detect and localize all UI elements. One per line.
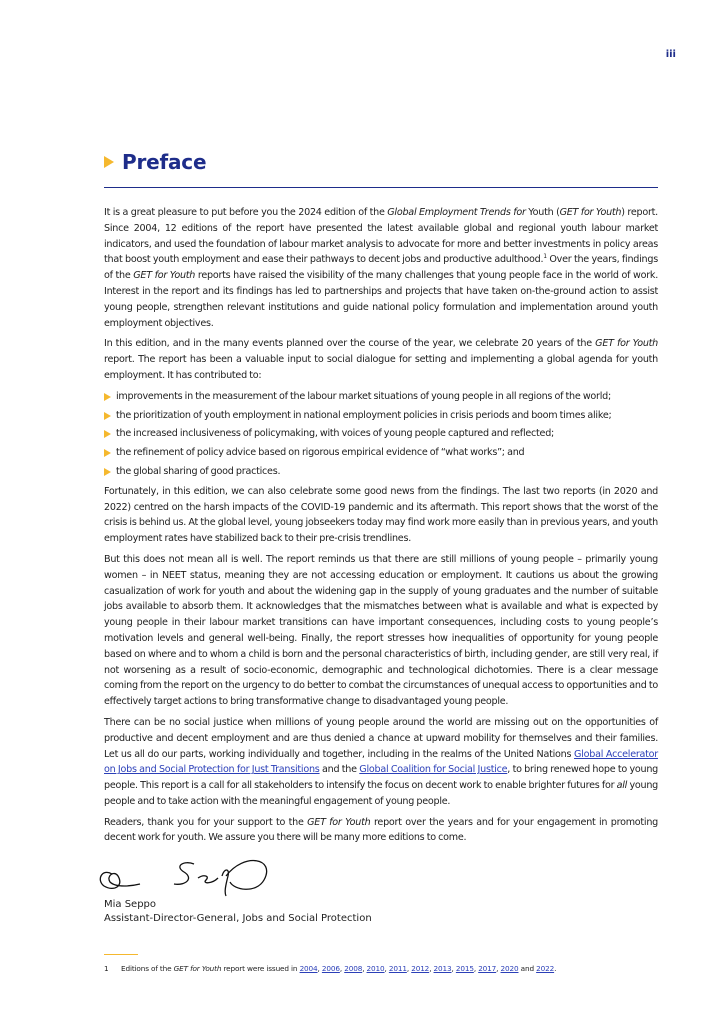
list-item: the global sharing of good practices. — [104, 464, 658, 480]
edition-link-2008[interactable]: 2008 — [344, 964, 363, 973]
footnote: 1 Editions of the GET for Youth report were issued in 2004, 2006, 2008, 2010, 2011, 2012, 2013, 2015, 2017, 2020 and 2022. — [104, 964, 557, 973]
paragraph-5: There can be no social justice when millions of young people around the world are missing out on the opportunities of productive and decent employment and are thus denied a chance at upward mobility for themselves and their families. Let us all do our parts, working individually and together, including in the realms of the United Nations Global Accelerator on Jobs and Social Protection for Just Transitions and the Global Coalition for Social Justice, to bring renewed hope to young people. This report is a call for all stakeholders to intensify the focus on decent work to enable brighter futures for all young people and to take action with the meaningful engagement of young people. — [104, 716, 658, 807]
paragraph-3: Fortunately, in this edition, we can also celebrate some good news from the findings. The last two reports (in 2020 and 2022) centred on the harsh impacts of the COVID-19 pandemic and its aftermath. This report shows that the worst of the crisis is behind us. At the global level, young jobseekers today may find work more easily than in previous years, and youth employment rates have stabilized back to their pre-crisis trendlines. — [104, 485, 658, 545]
edition-link-2011[interactable]: 2011 — [388, 964, 407, 973]
page-number: iii — [665, 49, 676, 60]
contributions-list — [104, 389, 658, 480]
edition-link-2010[interactable]: 2010 — [366, 964, 385, 973]
footnote-divider — [104, 954, 138, 955]
paragraph-4: But this does not mean all is well. The report reminds us that there are still millions of young people – primarily young women – in NEET status, meaning they are not accessing education or employment. It cautions us about the growing casualization of work for youth and about the widening gap in the supply of young graduates and the number of suitable jobs available to absorb them. It acknowledges that the mismatches between what is available and what is expected by young people in their labour market transitions can have important consequences, including costs to young people’s motivation levels and general well-being. Finally, the report stresses how inequalities of opportunity for young people based on where and to whom a child is born and the personal characteristics of birth, including gender, are still very real, if not worsening as a result of socio-economic, demographic and technological dichotomies. There is a clear message coming from the report on the urgency to do better to combat the circumstances of unequal access to opportunities and to effectively target actions to bring transformative change to disadvantaged young people. — [104, 553, 658, 708]
footnote-ref: 1 — [543, 253, 547, 261]
heading-divider — [104, 187, 658, 188]
paragraph-6: Readers, thank you for your support to the GET for Youth report over the years and for your engagement in promoting decent work for youth. We assure you there will be many more editions to come. — [104, 816, 659, 844]
edition-link-2015[interactable]: 2015 — [455, 964, 474, 973]
triangle-marker-icon — [104, 156, 114, 168]
global-accelerator-link[interactable]: Global Accelerator on Jobs and Social Protection for Just Transitions — [104, 748, 658, 776]
list-item: the increased inclusiveness of policymaking, with voices of young people captured and reflected; — [104, 426, 658, 442]
edition-link-2004[interactable]: 2004 — [299, 964, 318, 973]
preface-body — [104, 205, 658, 851]
list-item: improvements in the measurement of the labour market situations of young people in all regions of the world; — [104, 389, 658, 405]
signature-image — [94, 846, 274, 898]
edition-link-2012[interactable]: 2012 — [411, 964, 430, 973]
edition-link-2017[interactable]: 2017 — [478, 964, 497, 973]
paragraph-1: It is a great pleasure to put before you the 2024 edition of the Global Employment Trends for Youth (GET for Youth) report. Since 2004, 12 editions of the report have presented the latest available global and regional youth labour market indicators, and used the foundation of labour market analysis to advocate for more and better investments in policy areas that boost youth employment and ease their pathways to decent jobs and productive adulthood.$^1$ Over the years, findings of the GET for Youth reports have raised the visibility of the many challenges that young people face in the world of work. Interest in the report and its findings has led to partnerships and projects that have taken on-the-ground action to assist young people, strengthen relevant institutions and guide national policy formulation and implementation around youth employment objectives. — [104, 207, 659, 329]
edition-link-2020[interactable]: 2020 — [500, 964, 519, 973]
signer-name: Mia Seppo — [104, 899, 157, 910]
footnote-number: 1 — [104, 964, 109, 973]
edition-link-2006[interactable]: 2006 — [321, 964, 340, 973]
page-title: Preface — [122, 150, 207, 174]
edition-link-2022[interactable]: 2022 — [536, 964, 555, 973]
list-item: the prioritization of youth employment in national employment policies in crisis periods and boom times alike; — [104, 408, 658, 424]
list-item: the refinement of policy advice based on rigorous empirical evidence of “what works”; and — [104, 445, 658, 461]
section-heading — [104, 150, 206, 174]
edition-link-2013[interactable]: 2013 — [433, 964, 452, 973]
signer-title: Assistant-Director-General, Jobs and Social Protection — [104, 913, 372, 924]
global-coalition-link[interactable]: Global Coalition for Social Justice — [359, 764, 508, 776]
paragraph-2: In this edition, and in the many events planned over the course of the year, we celebrate 20 years of the GET for Youth report. The report has been a valuable input to social dialogue for setting and implementing a global agenda for youth employment. It has contributed to: — [104, 338, 659, 381]
